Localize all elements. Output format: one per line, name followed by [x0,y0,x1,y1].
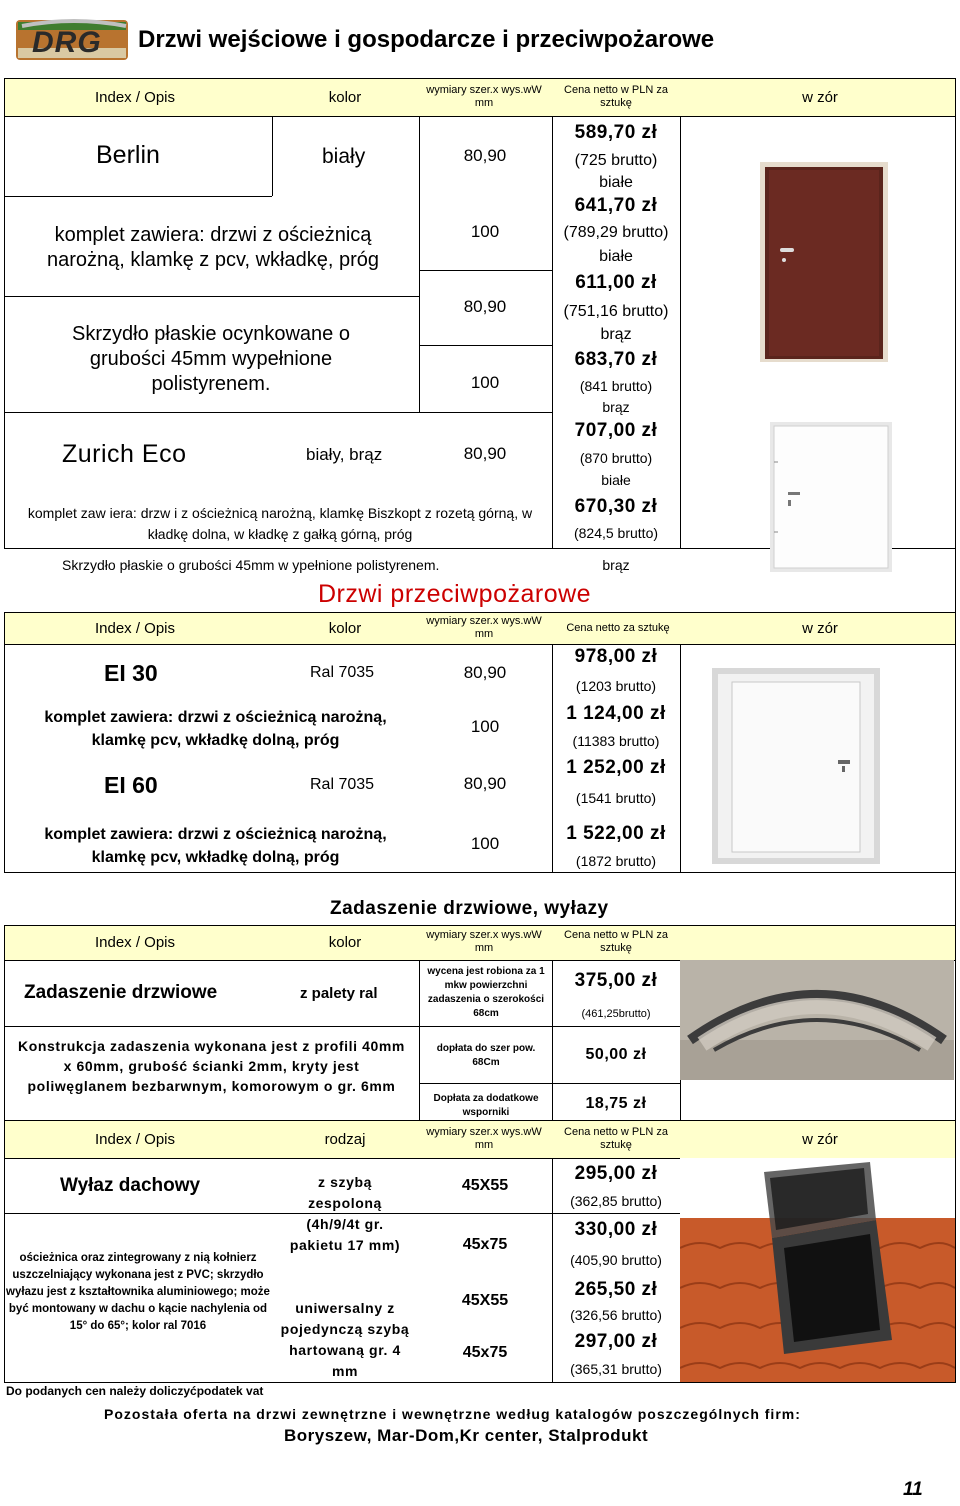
canopy-extra-1-label: dopłata do szer pow. 68Cm [436,1043,536,1068]
canopy-section-title: Zadaszenie drzwiowe, wyłazy [330,898,609,919]
zurich-door-image [770,422,892,572]
hatch-brutto-2: (405,90 brutto) [570,1252,662,1268]
entry-brutto-6: (824,5 brutto) [573,525,659,541]
berlin-name: Berlin [96,141,160,169]
ei60-color: Ral 7035 [310,776,375,793]
logo-text: DRG [32,26,102,59]
fire-price-4: 1 522,00 zł [566,823,666,844]
entry-size-5: 80,90 [463,444,507,463]
offer-note: Pozostała oferta na drzwi zewnętrzne i wewnętrzne według katalogów poszczególnych firm: [104,1406,801,1422]
entry-price-2: 641,70 zł [574,195,658,216]
zurich-desc-2: Skrzydło płaskie o grubości 45mm w ypełnione polistyrenem. [62,557,440,573]
fire-size-1: 80,90 [463,663,507,682]
canopy-desc: Konstrukcja zadaszenia wykonana jest z profili 40mm x 60mm, grubość ścianki 2mm, kryty jest poliwęglanem bezbarwnym, komorowym o gr. 6mm [18,1038,405,1094]
hatch-price-3: 265,50 zł [574,1279,658,1300]
entry-brutto-3: (751,16 brutto) [563,303,669,320]
entry-brutto-4: (841 brutto) [579,378,653,394]
hatch-size-4: 45x75 [462,1344,508,1361]
canopy-extra-2-label: Dopłata za dodatkowe wsporniki [433,1093,539,1118]
ei60-desc: komplet zawiera: drzwi z ościeżnicą narożną, klamkę pcv, wkładkę dolną, próg [44,826,387,866]
hatch-type-2: uniwersalny z pojedynczą szybą hartowaną gr. 4 mm [280,1300,410,1379]
fire-header-wymiary: wymiary szer.x wys.wW mm [426,615,542,640]
berlin-desc-1: komplet zawiera: drzwi z ościeżnicą narożną, klamkę z pcv, wkładkę, próg [46,224,379,271]
entry-color-1: białe [599,174,633,191]
hatch-size-1: 45X55 [461,1177,509,1194]
logo [14,14,132,66]
ei30-desc: komplet zawiera: drzwi z ościeżnicą narożną, klamkę pcv, wkładkę dolną, próg [44,709,387,749]
fire-price-1: 978,00 zł [574,646,658,667]
zurich-desc-1: komplet zaw iera: drzw i z ościeżnicą narożną, klamkę Biszkopt z rozetą górną, w kładkę dolna, w kładkę z gałką górną, próg [27,505,533,542]
fire-section-title: Drzwi przeciwpożarowe [318,580,592,608]
entry-color-6: brąz [602,557,630,573]
canopy-size-note: wycena jest robiona za 1 mkw powierzchni zadaszenia o szerokości 68cm [427,966,545,1019]
entry-price-6: 670,30 zł [574,496,658,517]
zurich-name: Zurich Eco [62,440,187,468]
hatch-type-1: z szybą zespoloną (4h/9/4t gr. pakietu 17 mm) [289,1174,401,1253]
hatch-header-wymiary: wymiary szer.x wys.wW mm [426,1126,542,1151]
fire-size-3: 80,90 [463,774,507,793]
canopy-header-index: Index / Opis [94,934,176,951]
header-wymiary: wymiary szer.x wys.wW mm [426,84,542,109]
hatch-price-4: 297,00 zł [574,1331,658,1352]
entry-size-1: 80,90 [463,146,507,165]
fire-size-4: 100 [470,834,500,853]
canopy-price: 375,00 zł [574,970,658,991]
hatch-price-2: 330,00 zł [574,1219,658,1240]
ei30-name: EI 30 [104,660,158,686]
zurich-color: biały, brąz [306,445,383,464]
hatch-desc: ościeżnica oraz zintegrowany z nią kołnierz uszczelniający wykonana jest z PVC; skrzydło wyłazu jest z kształtownika aluminiowego; może być montowany w dachu o kącie nachylenia od 15° do 65°; kolor ral 7016 [6,1252,270,1332]
fire-header-wzor: w zór [802,620,838,637]
entry-price-4: 683,70 zł [574,349,658,370]
vat-note: Do podanych cen należy doliczyćpodatek vat [6,1384,264,1398]
hatch-brutto-4: (365,31 brutto) [570,1361,662,1377]
hatch-header-wzor: w zór [802,1131,838,1148]
canopy-header-kolor: kolor [328,934,362,951]
entry-size-3: 80,90 [463,297,507,316]
fire-brutto-4: (1872 brutto) [575,853,657,869]
fire-header-index: Index / Opis [94,620,176,637]
fire-brutto-1: (1203 brutto) [575,678,657,694]
canopy-color: z palety ral [300,985,378,1002]
entry-color-4: brąz [602,399,630,415]
hatch-header-cena: Cena netto w PLN za sztukę [564,1126,668,1151]
entry-price-3: 611,00 zł [575,272,657,293]
canopy-extra-1-price: 50,00 zł [585,1046,647,1063]
hatch-size-2: 45x75 [462,1236,508,1253]
hatch-header-index: Index / Opis [94,1131,176,1148]
fire-size-2: 100 [470,717,500,736]
hatch-header-rodzaj: rodzaj [324,1131,366,1148]
canopy-header-cena: Cena netto w PLN za sztukę [564,929,668,954]
canopy-name: Zadaszenie drzwiowe [24,982,218,1003]
canopy-brutto: (461,25brutto) [581,1008,651,1020]
hatch-name: Wyłaz dachowy [60,1175,201,1196]
fire-price-3: 1 252,00 zł [566,757,666,778]
brands-note: Boryszew, Mar-Dom,Kr center, Stalprodukt [284,1426,649,1445]
entry-brutto-2: (789,29 brutto) [563,224,669,241]
hatch-size-3: 45X55 [461,1292,509,1309]
berlin-door-image [760,162,888,362]
fire-header-kolor: kolor [328,620,362,637]
hatch-brutto-1: (362,85 brutto) [570,1193,662,1209]
roof-hatch-image [680,1158,955,1382]
berlin-color: biały [322,145,366,168]
canopy-extra-2-price: 18,75 zł [585,1095,647,1112]
entry-color-3: brąz [600,326,632,343]
page-title: Drzwi wejściowe i gospodarcze i przeciwpożarowe [138,26,715,53]
header-cena: Cena netto w PLN za sztukę [564,84,668,109]
entry-brutto-1: (725 brutto) [574,152,658,169]
fire-brutto-2: (11383 brutto) [572,733,660,749]
entry-color-5: białe [601,472,631,488]
header-index: Index / Opis [94,89,176,106]
fire-brutto-3: (1541 brutto) [575,790,657,806]
entry-price-5: 707,00 zł [574,420,658,441]
page-number: 11 [903,1479,923,1500]
entry-size-2: 100 [470,222,500,241]
hatch-price-1: 295,00 zł [574,1163,658,1184]
fire-price-2: 1 124,00 zł [566,703,666,724]
header-kolor: kolor [328,89,362,106]
header-wzor: w zór [802,89,838,106]
canopy-header-wymiary: wymiary szer.x wys.wW mm [426,929,542,954]
ei60-name: EI 60 [104,772,158,798]
fire-header-cena: Cena netto za sztukę [566,622,670,634]
entry-color-2: białe [599,248,633,265]
canopy-image [680,960,954,1080]
entry-brutto-5: (870 brutto) [579,450,653,466]
hatch-brutto-3: (326,56 brutto) [570,1307,662,1323]
entry-size-4: 100 [470,373,500,392]
fire-door-image [712,668,880,864]
entry-price-1: 589,70 zł [574,122,658,143]
berlin-desc-2: Skrzydło płaskie ocynkowane o grubości 45mm wypełnione polistyrenem. [72,323,350,395]
ei30-color: Ral 7035 [310,664,375,681]
